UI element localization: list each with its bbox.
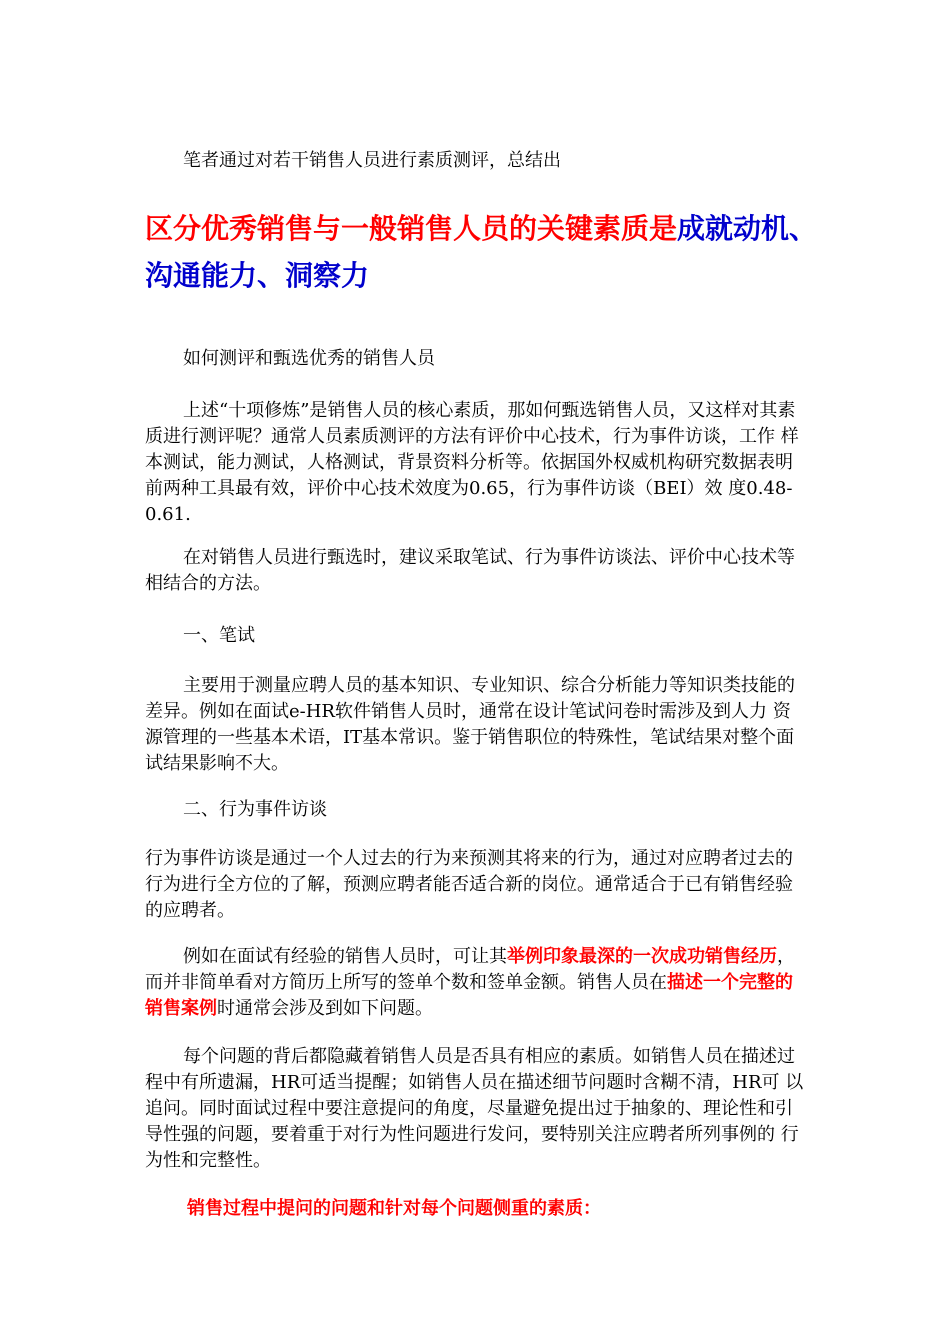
paragraph-methods: 在对销售人员进行甄选时，建议采取笔试、行为事件访谈法、评价中心技术等相结合的方法。 xyxy=(145,547,795,594)
section-heading-written-test: 一、笔试 xyxy=(183,625,255,646)
paragraph-core-qualities: 上述“十项修炼”是销售人员的核心素质，那如何甄选销售人员，又这样对其素质进行测评呢？通常人员素质测评的方法有评价中心技术，行为事件访谈，工作 样本测试，能力测试，人格测试，背景资料分析等。依据国外权威机构研究数据表明前两种工具最有效，评价中心技术效度为0.65，行为事件访谈（BEI）效 度0.48-0.61. xyxy=(145,400,799,525)
paragraph-example xyxy=(145,944,805,1022)
example-text-3: 时通常会涉及到如下问题。 xyxy=(217,998,433,1019)
final-heading: 销售过程中提问的问题和针对每个问题侧重的素质： xyxy=(187,1198,601,1219)
headline-blue-part: 成就动机、沟通能力、洞察力 xyxy=(145,212,818,292)
paragraph-bei: 行为事件访谈是通过一个人过去的行为来预测其将来的行为，通过对应聘者过去的行为进行全方位的了解，预测应聘者能否适合新的岗位。通常适合于已有销售经验的应聘者。 xyxy=(145,848,793,921)
example-highlight-1: 举例印象最深的一次成功销售经历 xyxy=(507,946,777,967)
section-heading-bei: 二、行为事件访谈 xyxy=(183,799,327,820)
paragraph-written-test: 主要用于测量应聘人员的基本知识、专业知识、综合分析能力等知识类技能的差异。例如在面试e-HR软件销售人员时，通常在设计笔试问卷时需涉及到人力 资源管理的一些基本术语，IT基本常识。鉴于销售职位的特殊性，笔试结果对整个面试结果影响不大。 xyxy=(145,675,795,774)
headline-red-part: 区分优秀销售与一般销售人员的关键素质是 xyxy=(145,212,678,245)
paragraph-questions: 每个问题的背后都隐藏着销售人员是否具有相应的素质。如销售人员在描述过程中有所遗漏，HR可适当提醒；如销售人员在描述细节问题时含糊不清，HR可 以追问。同时面试过程中要注意提问的角度，尽量避免提出过于抽象的、理论性和引导性强的问题，要着重于对行为性问题进行发问，要特别关注应聘者所列事例的 行为性和完整性。 xyxy=(145,1046,804,1171)
example-text-1: 例如在面试有经验的销售人员时，可让其 xyxy=(183,946,507,967)
intro-text: 笔者通过对若干销售人员进行素质测评，总结出 xyxy=(183,150,561,171)
subtitle: 如何测评和甄选优秀的销售人员 xyxy=(183,348,435,369)
example-text-2: ，而并非简单看对方简历上所写的签单个数和签单金额。销售人员在 xyxy=(145,946,795,993)
example-highlight-2: 描述一个完整的销售案例 xyxy=(145,972,793,1019)
headline xyxy=(145,205,825,299)
